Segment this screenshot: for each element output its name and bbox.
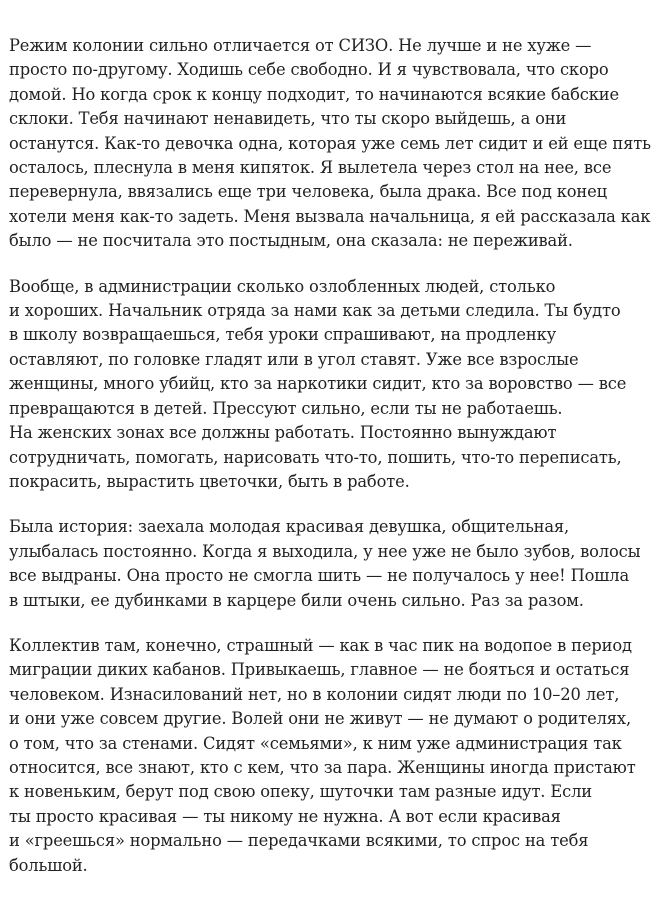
- text-line: ты просто красивая — ты никому не нужна. А вот если красивая: [9, 806, 561, 826]
- text-line: и «греешься» нормально — передачками всякими, то спрос на тебя: [9, 831, 589, 851]
- text-line: было — не посчитала это постыдным, она сказала: не переживай.: [9, 231, 573, 251]
- text-line: покрасить, вырастить цветочки, быть в работе.: [9, 471, 410, 491]
- text-line: все выдраны. Она просто не смогла шить — не получалось у нее! Пошла: [9, 566, 630, 586]
- text-line: Вообще, в администрации сколько озлобленных людей, столько: [9, 276, 556, 296]
- text-line: хотели меня как-то задеть. Меня вызвала начальница, я ей рассказала как: [9, 206, 651, 226]
- text-line: миграции диких кабанов. Привыкаешь, главное — не бояться и остаться: [9, 660, 630, 680]
- text-line: о том, что за стенами. Сидят «семьями», к ним уже администрация так: [9, 733, 622, 753]
- text-line: улыбалась постоянно. Когда я выходила, у нее уже не было зубов, волосы: [9, 541, 641, 561]
- text-line: На женских зонах все должны работать. Постоянно вынуждают: [9, 423, 557, 443]
- text-line: перевернула, ввязались еще три человека, была драка. Все под конец: [9, 182, 607, 202]
- text-line: Была история: заехала молодая красивая девушка, общительная,: [9, 517, 570, 537]
- text-line: оставляют, по головке гладят или в угол ставят. Уже все взрослые: [9, 349, 579, 369]
- text-line: осталось, плеснула в меня кипяток. Я вылетела через стол на нее, все: [9, 158, 612, 178]
- text-line: превращаются в детей. Прессуют сильно, если ты не работаешь.: [9, 398, 563, 418]
- article-body: [9, 34, 659, 899]
- text-line: просто по-другому. Ходишь себе свободно. И я чувствовала, что скоро: [9, 60, 609, 80]
- text-line: к новеньким, берут под свою опеку, шуточки там разные идут. Если: [9, 782, 592, 802]
- text-line: большой.: [9, 855, 88, 875]
- text-line: домой. Но когда срок к концу подходит, то начинаются всякие бабские: [9, 84, 619, 104]
- text-line: останутся. Как-то девочка одна, которая уже семь лет сидит и ей еще пять: [9, 133, 651, 153]
- paragraph-collective: [9, 634, 659, 878]
- paragraph-story: [9, 515, 659, 613]
- text-line: склоки. Тебя начинают ненавидеть, что ты скоро выйдешь, а они: [9, 109, 567, 129]
- text-line: относится, все знают, кто с кем, что за пара. Женщины иногда пристают: [9, 757, 636, 777]
- paragraph-administration: [9, 275, 659, 495]
- text-line: в штыки, ее дубинками в карцере били очень сильно. Раз за разом.: [9, 590, 584, 610]
- text-line: женщины, много убийц, кто за наркотики сидит, кто за воровство — все: [9, 374, 627, 394]
- text-line: и хороших. Начальник отряда за нами как за детьми следила. Ты будто: [9, 301, 621, 321]
- text-line: сотрудничать, помогать, нарисовать что-то, пошить, что-то переписать,: [9, 447, 622, 467]
- text-line: в школу возвращаешься, тебя уроки спрашивают, на продленку: [9, 325, 557, 345]
- text-line: и они уже совсем другие. Волей они не живут — не думают о родителях,: [9, 709, 631, 729]
- text-line: Коллектив там, конечно, страшный — как в час пик на водопое в период: [9, 635, 632, 655]
- text-line: человеком. Изнасилований нет, но в колонии сидят люди по 10–20 лет,: [9, 684, 620, 704]
- text-line: Режим колонии сильно отличается от СИЗО. Не лучше и не хуже —: [9, 36, 592, 55]
- paragraph-colony-regime: [9, 34, 659, 254]
